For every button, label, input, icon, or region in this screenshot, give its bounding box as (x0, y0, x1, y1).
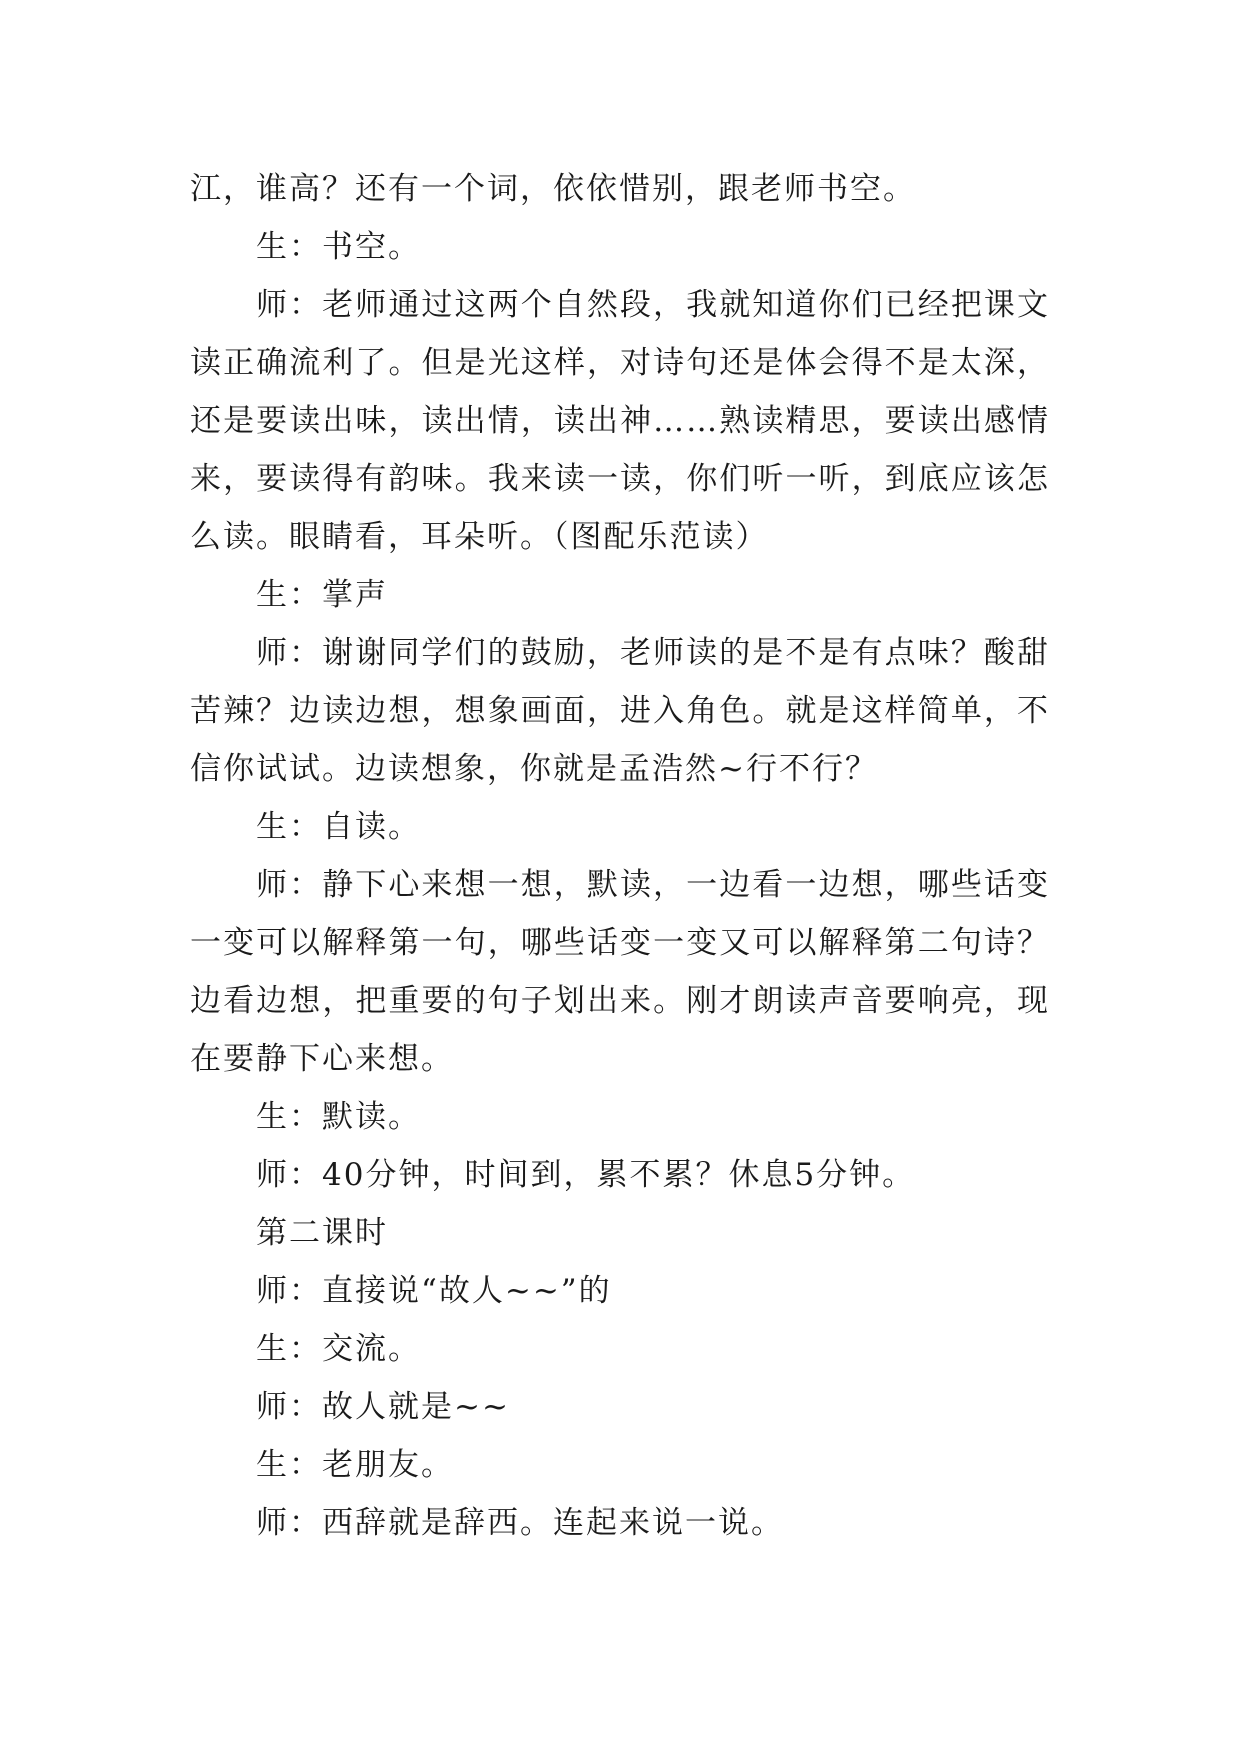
paragraph-4: 生：掌声 (256, 577, 388, 613)
document-body (190, 160, 1050, 1552)
paragraph-7: 师：静下心来想一想，默读，一边看一边想，哪些话变一变可以解释第一句，哪些话变一变又可以解释第二句诗？边看边想，把重要的句子划出来。刚才朗读声音要响亮，现在要静下心来想。 (190, 867, 1050, 1077)
section-heading-second-lesson: 第二课时 (256, 1215, 388, 1251)
paragraph-13: 师：故人就是~~ (256, 1389, 510, 1425)
paragraph-15: 师：西辞就是辞西。连起来说一说。 (256, 1505, 784, 1541)
paragraph-9: 师：40分钟，时间到，累不累？休息5分钟。 (256, 1157, 916, 1193)
paragraph-2: 生：书空。 (256, 229, 421, 265)
paragraph-11: 师：直接说“故人~~”的 (256, 1273, 612, 1309)
paragraph-8: 生：默读。 (256, 1099, 421, 1135)
paragraph-5: 师：谢谢同学们的鼓励，老师读的是不是有点味？酸甜苦辣？边读边想，想象画面，进入角色。就是这样简单，不信你试试。边读想象，你就是孟浩然~行不行？ (190, 635, 1050, 787)
paragraph-1: 江，谁高？还有一个词，依依惜别，跟老师书空。 (190, 171, 916, 207)
paragraph-12: 生：交流。 (256, 1331, 421, 1367)
paragraph-6: 生：自读。 (256, 809, 421, 845)
paragraph-14: 生：老朋友。 (256, 1447, 454, 1483)
paragraph-3: 师：老师通过这两个自然段，我就知道你们已经把课文读正确流利了。但是光这样，对诗句还是体会得不是太深，还是要读出味，读出情，读出神……熟读精思，要读出感情来，要读得有韵味。我来读一读，你们听一听，到底应该怎么读。眼睛看，耳朵听。（图配乐范读） (190, 287, 1050, 555)
